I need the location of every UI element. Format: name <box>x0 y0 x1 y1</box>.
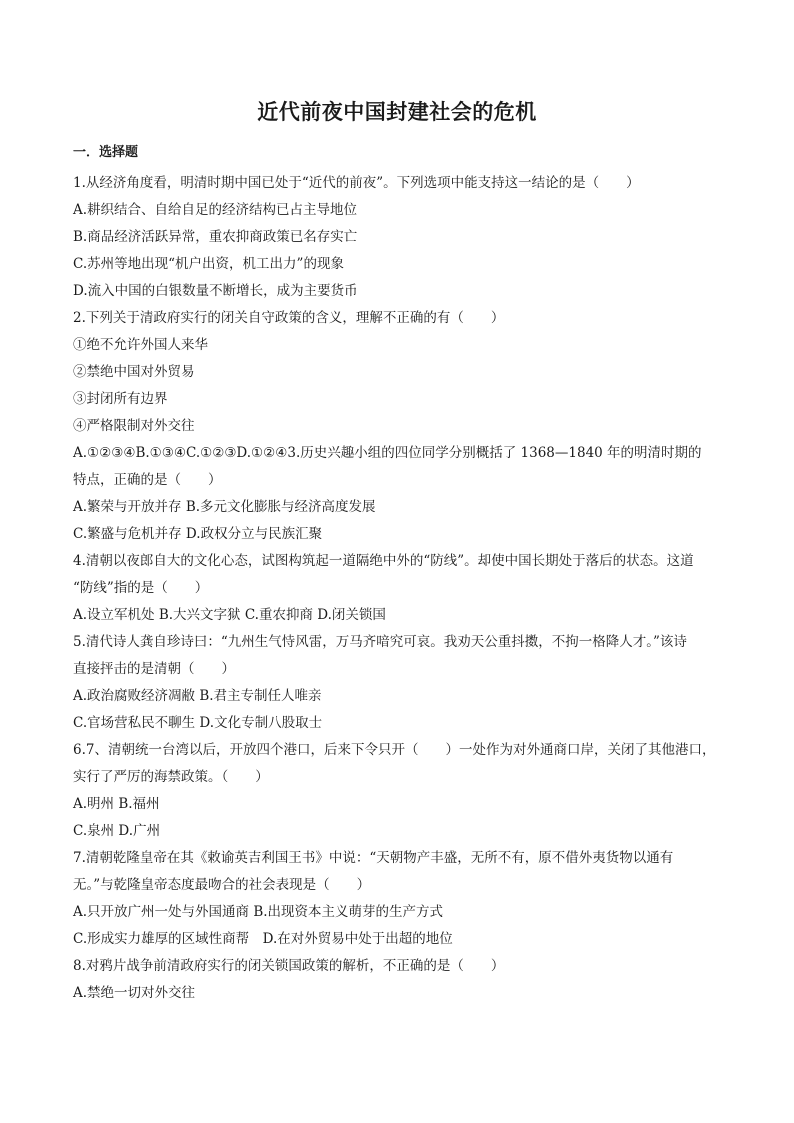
question-5-stem-continued: 直接抨击的是清朝（ ） <box>73 661 235 677</box>
question-4-stem: 4.清朝以夜郎自大的文化心态，试图构筑起一道隔绝中外的“防线”。却使中国长期处于落后的状态。这道 <box>73 553 694 569</box>
question-5-options-cd: C.官场营私民不聊生 D.文化专制八股取士 <box>73 715 323 731</box>
question-3-stem-continued: 特点，正确的是（ ） <box>73 472 222 488</box>
question-4-options: A.设立军机处 B.大兴文字狱 C.重农抑商 D.闭关锁国 <box>73 607 386 623</box>
question-7-options-cd: C.形成实力雄厚的区域性商帮 D.在对外贸易中处于出超的地位 <box>73 931 453 947</box>
question-2-statement-4: ④严格限制对外交往 <box>73 418 195 434</box>
question-5-options-ab: A.政治腐败经济凋敝 B.君主专制任人唯亲 <box>73 688 322 704</box>
question-1-option-a: A.耕织结合、自给自足的经济结构已占主导地位 <box>73 202 358 218</box>
question-1-option-d: D.流入中国的白银数量不断增长，成为主要货币 <box>73 283 358 299</box>
question-5-stem: 5.清代诗人龚自珍诗曰：“九州生气恃风雷，万马齐喑究可哀。我劝天公重抖擞，不拘一格降人才。”该诗 <box>73 634 687 650</box>
question-1-option-c: C.苏州等地出现“机户出资，机工出力”的现象 <box>73 256 344 272</box>
question-2-options-question-3-stem: A.①②③④B.①③④C.①②③D.①②④3.历史兴趣小组的四位同学分别概括了 1368—1840 年的明清时期的 <box>73 445 702 461</box>
question-3-options-cd: C.繁盛与危机并存 D.政权分立与民族汇聚 <box>73 526 323 542</box>
question-7-stem-continued: 无。”与乾隆皇帝态度最吻合的社会表现是（ ） <box>73 877 371 893</box>
question-4-stem-continued: “防线”指的是（ ） <box>73 580 209 596</box>
question-2-statement-3: ③封闭所有边界 <box>73 391 168 407</box>
section-heading: 一．选择题 <box>73 145 139 160</box>
question-8-stem: 8.对鸦片战争前清政府实行的闭关锁国政策的解析，不正确的是（ ） <box>73 958 505 974</box>
document-body <box>73 143 723 1007</box>
question-2-stem: 2.下列关于清政府实行的闭关自守政策的含义，理解不正确的有（ ） <box>73 310 505 326</box>
question-2-statement-1: ①绝不允许外国人来华 <box>73 337 208 353</box>
question-1-option-b: B.商品经济活跃异常，重农抑商政策已名存实亡 <box>73 229 358 245</box>
question-6-options-cd: C.泉州 D.广州 <box>73 823 161 839</box>
question-7-stem: 7.清朝乾隆皇帝在其《敕谕英吉利国王书》中说：“天朝物产丰盛，无所不有，原不借外夷货物以通有 <box>73 850 674 866</box>
question-6-options-ab: A.明州 B.福州 <box>73 796 160 812</box>
question-6-stem: 6.7、清朝统一台湾以后，开放四个港口，后来下令只开（ ）一处作为对外通商口岸，关闭了其他港口， <box>73 742 716 758</box>
question-3-options-ab: A.繁荣与开放并存 B.多元文化膨胀与经济高度发展 <box>73 499 376 515</box>
question-1-stem: 1.从经济角度看，明清时期中国已处于“近代的前夜”。下列选项中能支持这一结论的是（ ） <box>73 175 640 191</box>
question-8-option-a: A.禁绝一切对外交往 <box>73 985 196 1001</box>
page-title: 近代前夜中国封建社会的危机 <box>257 99 537 124</box>
question-6-stem-continued: 实行了严厉的海禁政策。（ ） <box>73 769 269 785</box>
question-7-options-ab: A.只开放广州一处与外国通商 B.出现资本主义萌芽的生产方式 <box>73 904 444 920</box>
question-2-statement-2: ②禁绝中国对外贸易 <box>73 364 195 380</box>
